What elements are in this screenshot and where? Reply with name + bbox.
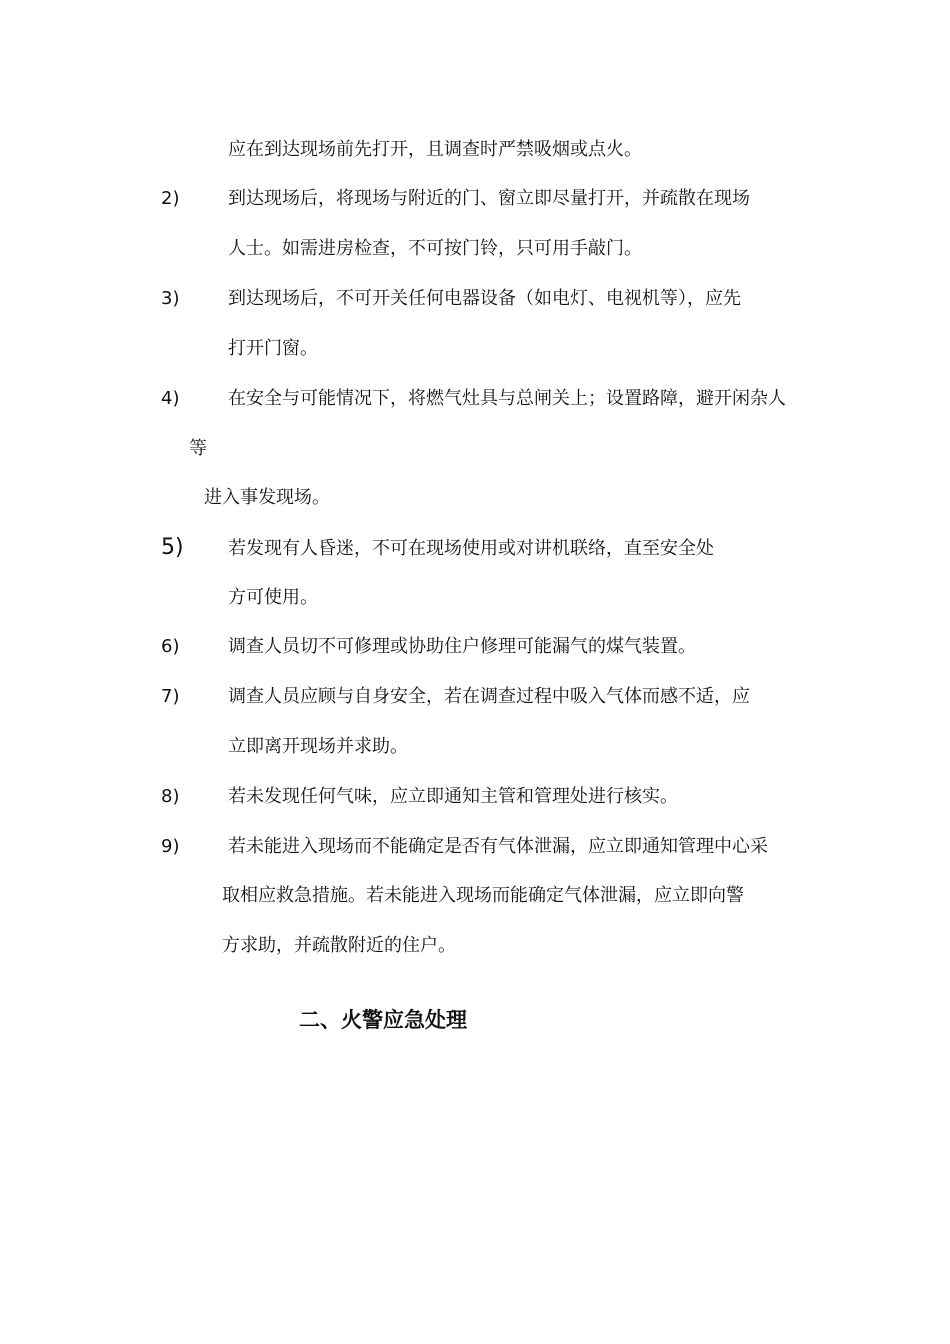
item-3-line-2: 打开门窗。 — [228, 338, 318, 359]
item-7-line-1: 调查人员应顾与自身安全，若在调查过程中吸入气体而感不适，应 — [228, 686, 750, 707]
item-number-5: 5) — [161, 535, 184, 560]
item-6-line-1: 调查人员切不可修理或协助住户修理可能漏气的煤气装置。 — [228, 636, 696, 657]
item-4-line-2: 等 — [189, 438, 207, 459]
item-number-3: 3) — [161, 288, 180, 309]
item-5-line-2: 方可使用。 — [228, 587, 318, 608]
item-9-line-2: 取相应救急措施。若未能进入现场而能确定气体泄漏，应立即向警 — [222, 885, 744, 906]
item-9-line-3: 方求助，并疏散附近的住户。 — [222, 935, 456, 956]
item-4-line-1: 在安全与可能情况下，将燃气灶具与总闸关上；设置路障，避开闲杂人 — [228, 388, 786, 409]
item-number-8: 8) — [161, 786, 180, 807]
item-number-7: 7) — [161, 686, 180, 707]
item-2-line-2: 人士。如需进房检查，不可按门铃，只可用手敲门。 — [228, 238, 642, 259]
item-number-9: 9) — [161, 836, 180, 857]
item-number-4: 4) — [161, 388, 180, 409]
section-heading: 二、火警应急处理 — [299, 1008, 467, 1032]
item-4-line-3: 进入事发现场。 — [204, 487, 330, 508]
item-5-line-1: 若发现有人昏迷，不可在现场使用或对讲机联络，直至安全处 — [228, 538, 714, 559]
item-number-2: 2) — [161, 188, 180, 209]
item-9-line-1: 若未能进入现场而不能确定是否有气体泄漏，应立即通知管理中心采 — [228, 836, 768, 857]
item-8-line-1: 若未发现任何气味，应立即通知主管和管理处进行核实。 — [228, 786, 678, 807]
item-3-line-1: 到达现场后，不可开关任何电器设备（如电灯、电视机等），应先 — [228, 288, 741, 309]
item-number-6: 6) — [161, 636, 180, 657]
intro-line: 应在到达现场前先打开，且调查时严禁吸烟或点火。 — [228, 139, 642, 160]
item-2-line-1: 到达现场后，将现场与附近的门、窗立即尽量打开，并疏散在现场 — [228, 188, 750, 209]
item-7-line-2: 立即离开现场并求助。 — [228, 736, 408, 757]
